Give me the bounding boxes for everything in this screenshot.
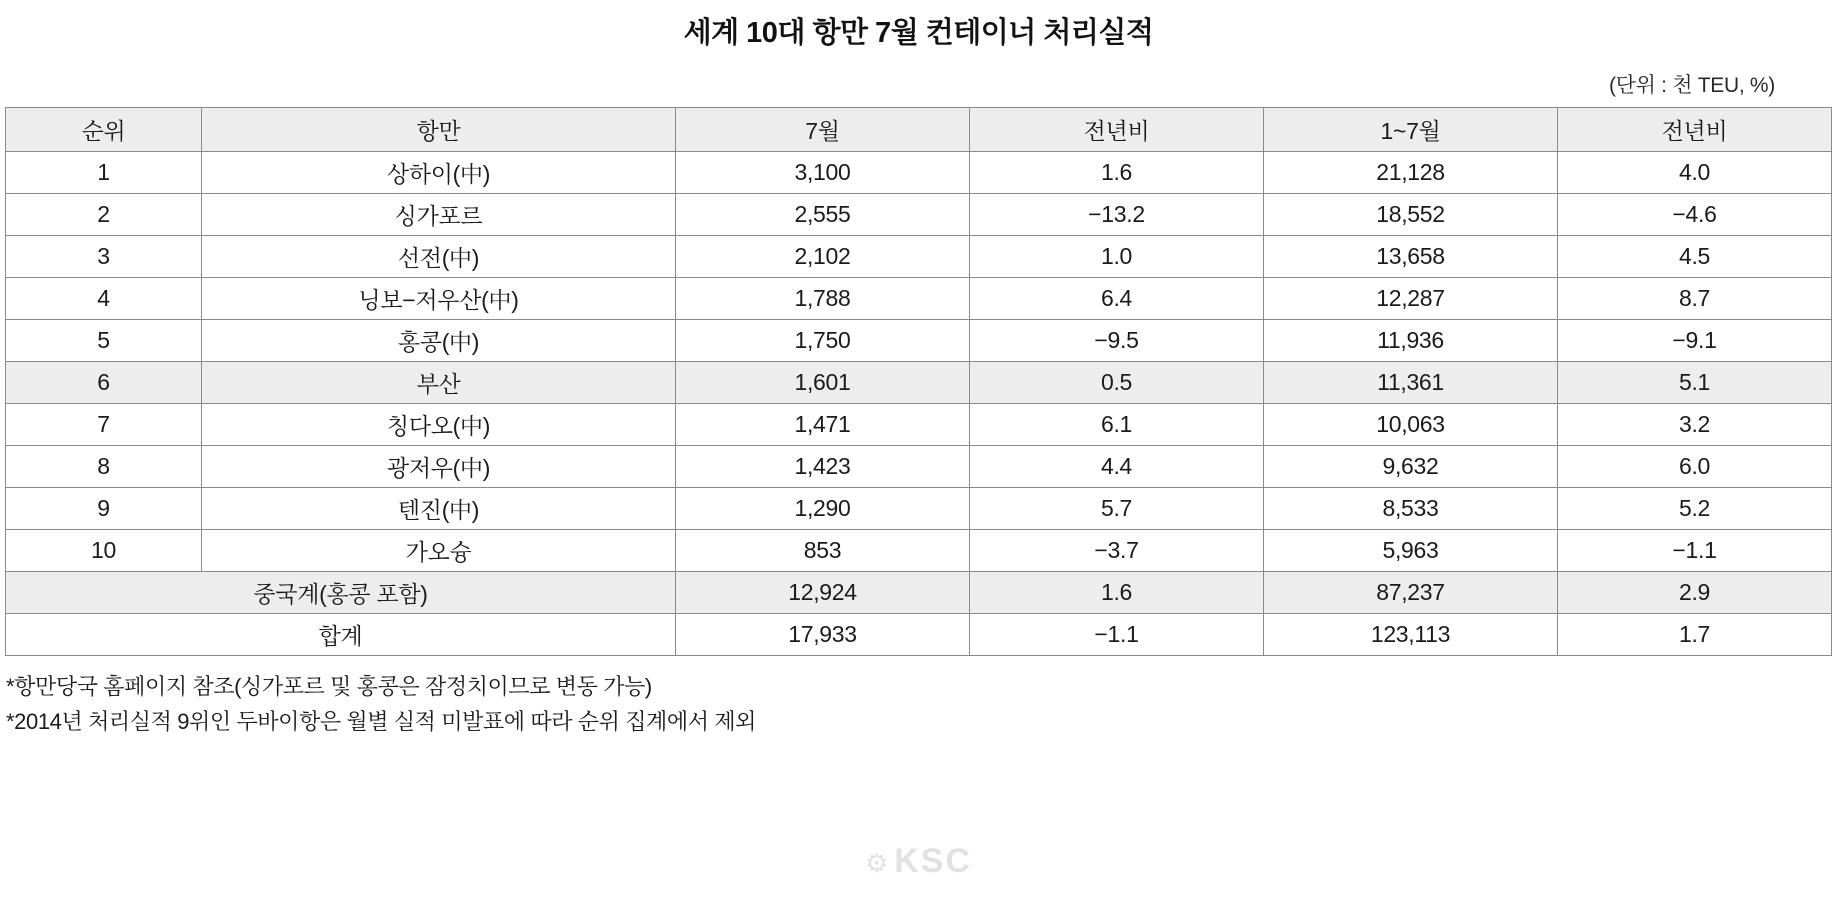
cell-port: 닝보−저우산(中) bbox=[202, 278, 676, 320]
cell-jan-july: 13,658 bbox=[1264, 236, 1558, 278]
cell-jan-july: 87,237 bbox=[1264, 572, 1558, 614]
cell-jan-july: 12,287 bbox=[1264, 278, 1558, 320]
table-row bbox=[6, 530, 1832, 572]
cell-yoy-jan-july: −4.6 bbox=[1558, 194, 1832, 236]
cell-yoy-jan-july: 2.9 bbox=[1558, 572, 1832, 614]
cell-yoy-jan-july: 6.0 bbox=[1558, 446, 1832, 488]
cell-rank: 7 bbox=[6, 404, 202, 446]
cell-july: 1,601 bbox=[676, 362, 970, 404]
cell-jan-july: 123,113 bbox=[1264, 614, 1558, 656]
table-body bbox=[6, 152, 1832, 656]
column-header-yoy-jan-july: 전년비 bbox=[1558, 108, 1832, 152]
cell-rank: 5 bbox=[6, 320, 202, 362]
cell-yoy-july: 5.7 bbox=[970, 488, 1264, 530]
table-header-row bbox=[6, 108, 1832, 152]
table-row-total bbox=[6, 614, 1832, 656]
cell-yoy-july: 0.5 bbox=[970, 362, 1264, 404]
cell-rank: 10 bbox=[6, 530, 202, 572]
cell-rank: 4 bbox=[6, 278, 202, 320]
cell-yoy-jan-july: 5.1 bbox=[1558, 362, 1832, 404]
cell-jan-july: 5,963 bbox=[1264, 530, 1558, 572]
cell-rank: 9 bbox=[6, 488, 202, 530]
cell-july: 2,102 bbox=[676, 236, 970, 278]
document-page bbox=[0, 10, 1837, 911]
footnote-2: *2014년 처리실적 9위인 두바이항은 월별 실적 미발표에 따라 순위 집계에서 제외 bbox=[6, 709, 757, 734]
cell-july: 1,423 bbox=[676, 446, 970, 488]
cell-july: 853 bbox=[676, 530, 970, 572]
cell-yoy-july: −3.7 bbox=[970, 530, 1264, 572]
cell-yoy-july: −9.5 bbox=[970, 320, 1264, 362]
cell-port: 가오슝 bbox=[202, 530, 676, 572]
cell-july: 2,555 bbox=[676, 194, 970, 236]
cell-port: 싱가포르 bbox=[202, 194, 676, 236]
cell-yoy-jan-july: 5.2 bbox=[1558, 488, 1832, 530]
column-header-july: 7월 bbox=[676, 108, 970, 152]
table-row-china-subtotal bbox=[6, 572, 1832, 614]
cell-jan-july: 18,552 bbox=[1264, 194, 1558, 236]
cell-yoy-july: 4.4 bbox=[970, 446, 1264, 488]
cell-jan-july: 11,361 bbox=[1264, 362, 1558, 404]
table-header bbox=[6, 108, 1832, 152]
cell-july: 1,750 bbox=[676, 320, 970, 362]
table-row bbox=[6, 194, 1832, 236]
cell-yoy-july: 1.0 bbox=[970, 236, 1264, 278]
cell-yoy-july: 1.6 bbox=[970, 572, 1264, 614]
cell-jan-july: 8,533 bbox=[1264, 488, 1558, 530]
cell-port: 선전(中) bbox=[202, 236, 676, 278]
cell-yoy-jan-july: 3.2 bbox=[1558, 404, 1832, 446]
cell-total-label: 합계 bbox=[6, 614, 676, 656]
table-row-busan bbox=[6, 362, 1832, 404]
port-throughput-table bbox=[5, 107, 1832, 656]
cell-port: 광저우(中) bbox=[202, 446, 676, 488]
cell-port: 부산 bbox=[202, 362, 676, 404]
table-row bbox=[6, 236, 1832, 278]
cell-summary-label: 중국계(홍콩 포함) bbox=[6, 572, 676, 614]
unit-note: (단위 : 천 TEU, %) bbox=[1608, 74, 1775, 97]
cell-july: 1,788 bbox=[676, 278, 970, 320]
cell-jan-july: 21,128 bbox=[1264, 152, 1558, 194]
table-row bbox=[6, 278, 1832, 320]
cell-port: 상하이(中) bbox=[202, 152, 676, 194]
watermark-text: KSC bbox=[894, 842, 973, 880]
column-header-rank: 순위 bbox=[6, 108, 202, 152]
cell-yoy-jan-july: 8.7 bbox=[1558, 278, 1832, 320]
cell-july: 3,100 bbox=[676, 152, 970, 194]
cell-port: 칭다오(中) bbox=[202, 404, 676, 446]
cell-rank: 3 bbox=[6, 236, 202, 278]
cell-jan-july: 10,063 bbox=[1264, 404, 1558, 446]
cell-july: 1,290 bbox=[676, 488, 970, 530]
cell-rank: 8 bbox=[6, 446, 202, 488]
cell-yoy-jan-july: −9.1 bbox=[1558, 320, 1832, 362]
cell-yoy-jan-july: −1.1 bbox=[1558, 530, 1832, 572]
table-row bbox=[6, 320, 1832, 362]
footnote-1: *항만당국 홈페이지 참조(싱가포르 및 홍콩은 잠정치이므로 변동 가능) bbox=[6, 674, 652, 699]
table-container bbox=[0, 107, 1837, 656]
cell-yoy-july: 6.1 bbox=[970, 404, 1264, 446]
cell-yoy-jan-july: 1.7 bbox=[1558, 614, 1832, 656]
table-row bbox=[6, 488, 1832, 530]
cell-jan-july: 11,936 bbox=[1264, 320, 1558, 362]
watermark bbox=[0, 842, 1837, 881]
cell-yoy-july: 6.4 bbox=[970, 278, 1264, 320]
cell-rank: 2 bbox=[6, 194, 202, 236]
cell-july: 17,933 bbox=[676, 614, 970, 656]
table-row bbox=[6, 446, 1832, 488]
cell-jan-july: 9,632 bbox=[1264, 446, 1558, 488]
cell-port: 홍콩(中) bbox=[202, 320, 676, 362]
column-header-port: 항만 bbox=[202, 108, 676, 152]
gear-icon: ⚙ bbox=[864, 847, 891, 878]
cell-yoy-jan-july: 4.5 bbox=[1558, 236, 1832, 278]
cell-rank: 6 bbox=[6, 362, 202, 404]
footnotes bbox=[0, 670, 1837, 738]
cell-yoy-jan-july: 4.0 bbox=[1558, 152, 1832, 194]
cell-yoy-july: −1.1 bbox=[970, 614, 1264, 656]
cell-port: 텐진(中) bbox=[202, 488, 676, 530]
column-header-yoy-july: 전년비 bbox=[970, 108, 1264, 152]
cell-july: 1,471 bbox=[676, 404, 970, 446]
table-row bbox=[6, 152, 1832, 194]
cell-yoy-july: 1.6 bbox=[970, 152, 1264, 194]
cell-yoy-july: −13.2 bbox=[970, 194, 1264, 236]
column-header-jan-july: 1~7월 bbox=[1264, 108, 1558, 152]
page-title: 세계 10대 항만 7월 컨테이너 처리실적 bbox=[683, 17, 1154, 49]
cell-rank: 1 bbox=[6, 152, 202, 194]
cell-july: 12,924 bbox=[676, 572, 970, 614]
table-row bbox=[6, 404, 1832, 446]
